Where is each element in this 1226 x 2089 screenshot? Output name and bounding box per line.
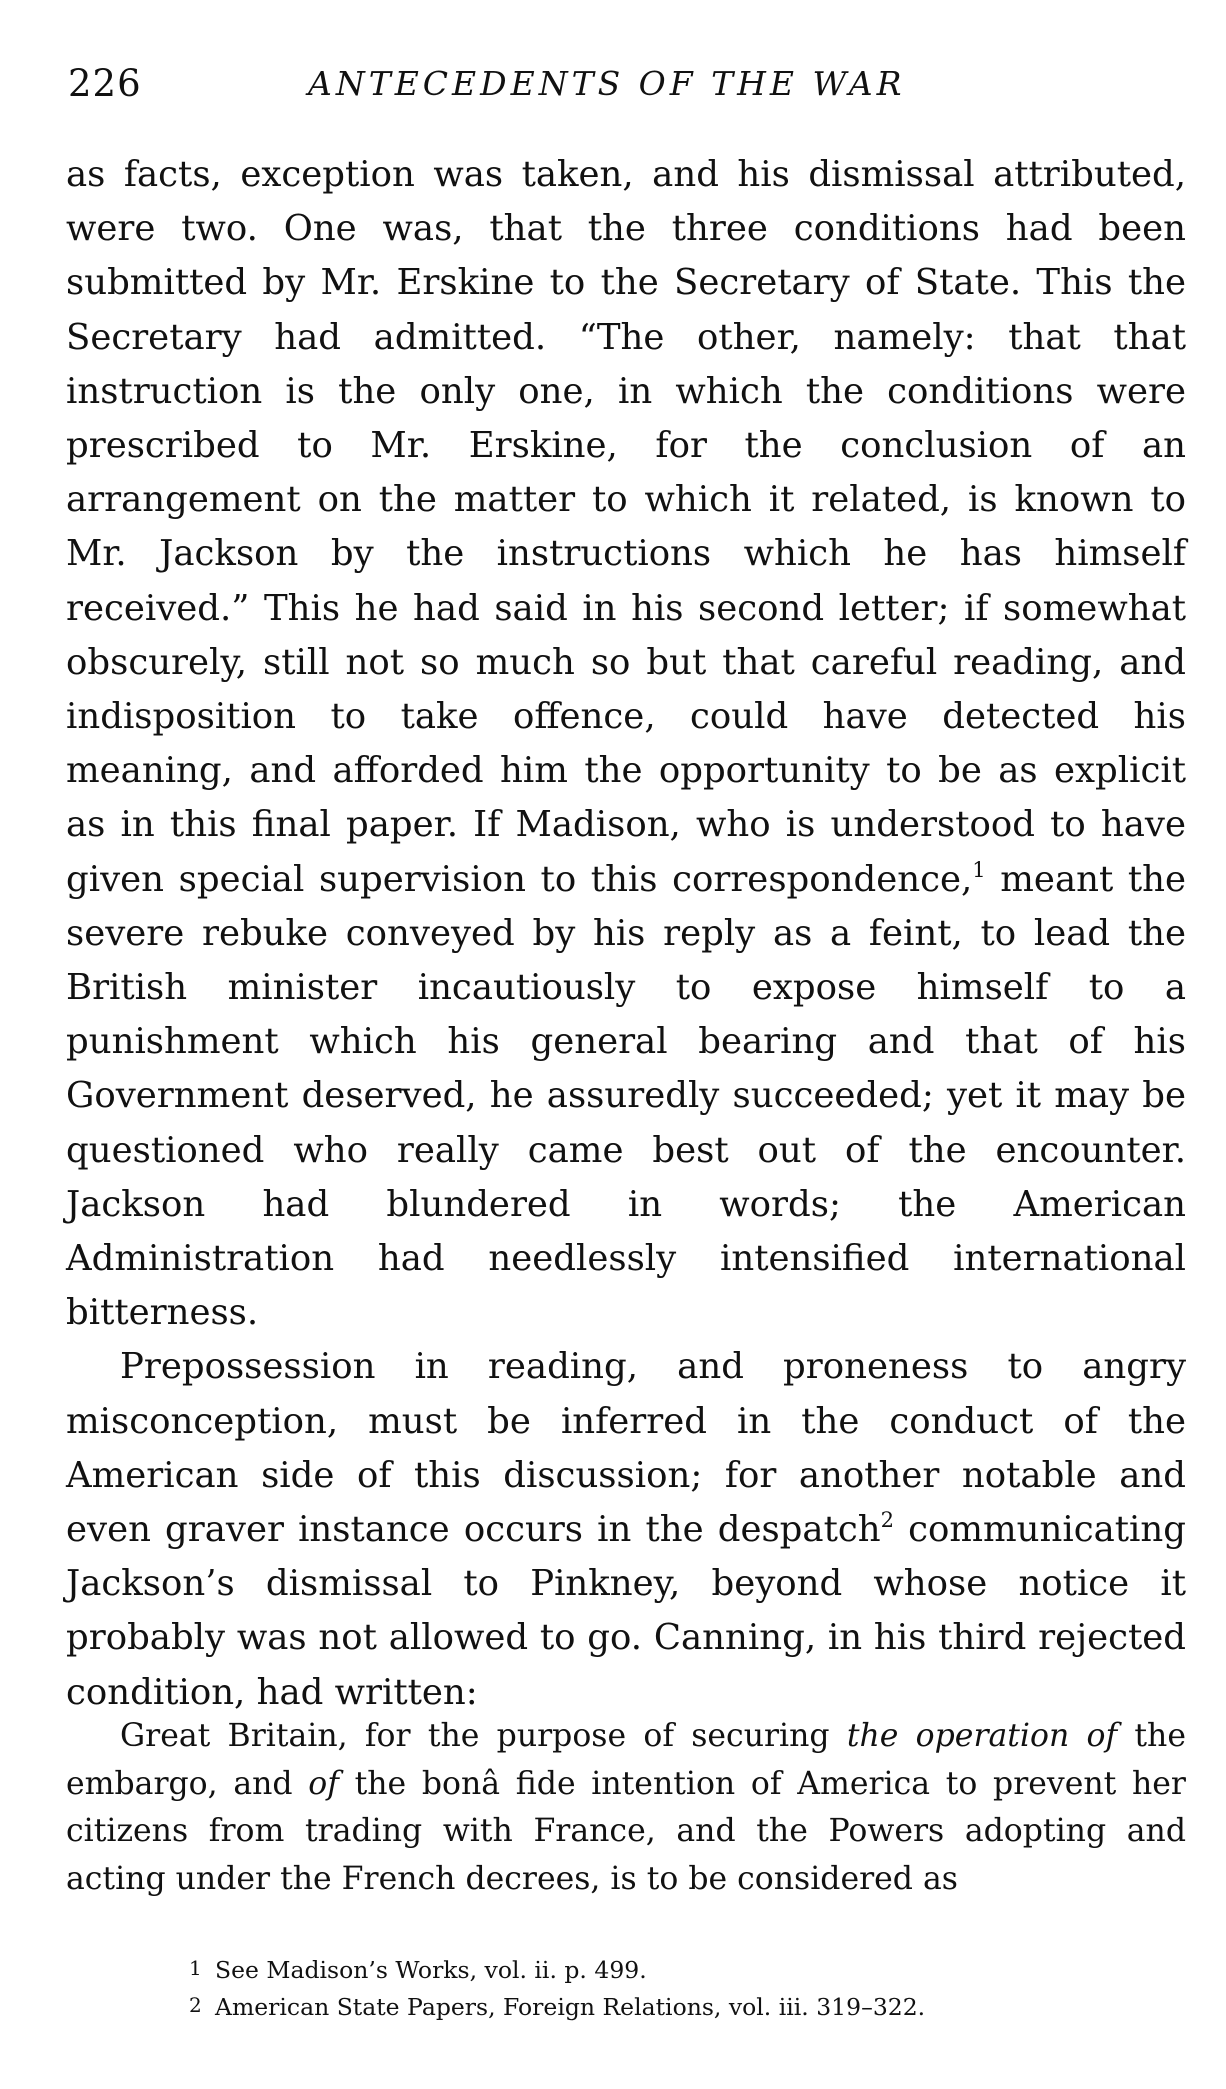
running-title: ANTECEDENTS OF THE WAR bbox=[308, 64, 906, 103]
footnotes bbox=[189, 1951, 1149, 2025]
quote-text-b: the embargo, and bbox=[66, 1718, 1186, 1802]
footnote-text: See Madison’s Works, vol. ii. p. 499. bbox=[215, 1956, 647, 1984]
footnote-ref-2: 2 bbox=[880, 1508, 894, 1533]
footnote-1 bbox=[189, 1951, 1149, 1988]
running-header bbox=[66, 62, 1186, 122]
book-page bbox=[66, 0, 1186, 2089]
paragraph-1-text-a: as facts, exception was taken, and his dismissal attributed, were two. One was, that the three conditions had been submitted by Mr. Erskine to the Secretary of State. This the Secretary had admitted. “The other, namely: that that instruction is the only one, in which the conditions were prescribed to Mr. Erskine, for the conclusion of an arrangement on the matter to which it related, is known to Mr. Jackson by the instructions which he has himself received.” This he had said in his second letter; if somewhat obscurely, still not so much so but that careful reading, and indisposition to take offence, could have detected his meaning, and afforded him the opportunity to be as explicit as in this final paper. If Madison, who is understood to have given special supervision to this correspondence, bbox=[66, 154, 1186, 900]
footnote-text: American State Papers, Foreign Relations, vol. iii. 319–322. bbox=[215, 1993, 926, 2021]
footnote-mark: 2 bbox=[189, 1993, 202, 2017]
quote-text-c: the bonâ fide intention of America to prevent her citizens from trading with France, and the Powers adopting and acting under the French decrees, is to be considered as bbox=[66, 1765, 1186, 1897]
block-quote bbox=[66, 1713, 1186, 1903]
quote-text-a: Great Britain, for the purpose of securing bbox=[120, 1718, 847, 1754]
page-number: 226 bbox=[68, 62, 142, 105]
footnote-ref-1: 1 bbox=[972, 857, 986, 882]
paragraph-1-text-b: meant the severe rebuke conveyed by his reply as a feint, to lead the British minister incautiously to expose himself to a punishment which his general bearing and that of his Government deserved, he assuredly succeeded; yet it may be questioned who really came best out of the encounter. Jackson had blundered in words; the American Administration had needlessly intensified international bitterness. bbox=[66, 858, 1186, 1334]
quote-italic-1: the operation of bbox=[846, 1718, 1118, 1754]
quote-italic-2: of bbox=[308, 1765, 339, 1802]
footnote-mark: 1 bbox=[189, 1956, 202, 1980]
paragraph-2-text-b: communicating Jackson’s dismissal to Pinkney, beyond whose notice it probably was not allowed to go. Canning, in his third rejected condition, had written: bbox=[66, 1509, 1186, 1713]
footnote-2 bbox=[189, 1988, 1149, 2025]
paragraph-2-text-a: Prepossession in reading, and proneness to angry misconception, must be inferred in the conduct of the American side of this discussion; for another notable and even graver instance occurs in the despatch bbox=[66, 1346, 1186, 1551]
paragraph-continued bbox=[66, 148, 1186, 1340]
body-text bbox=[66, 148, 1186, 1720]
paragraph-prepossession bbox=[66, 1340, 1186, 1719]
